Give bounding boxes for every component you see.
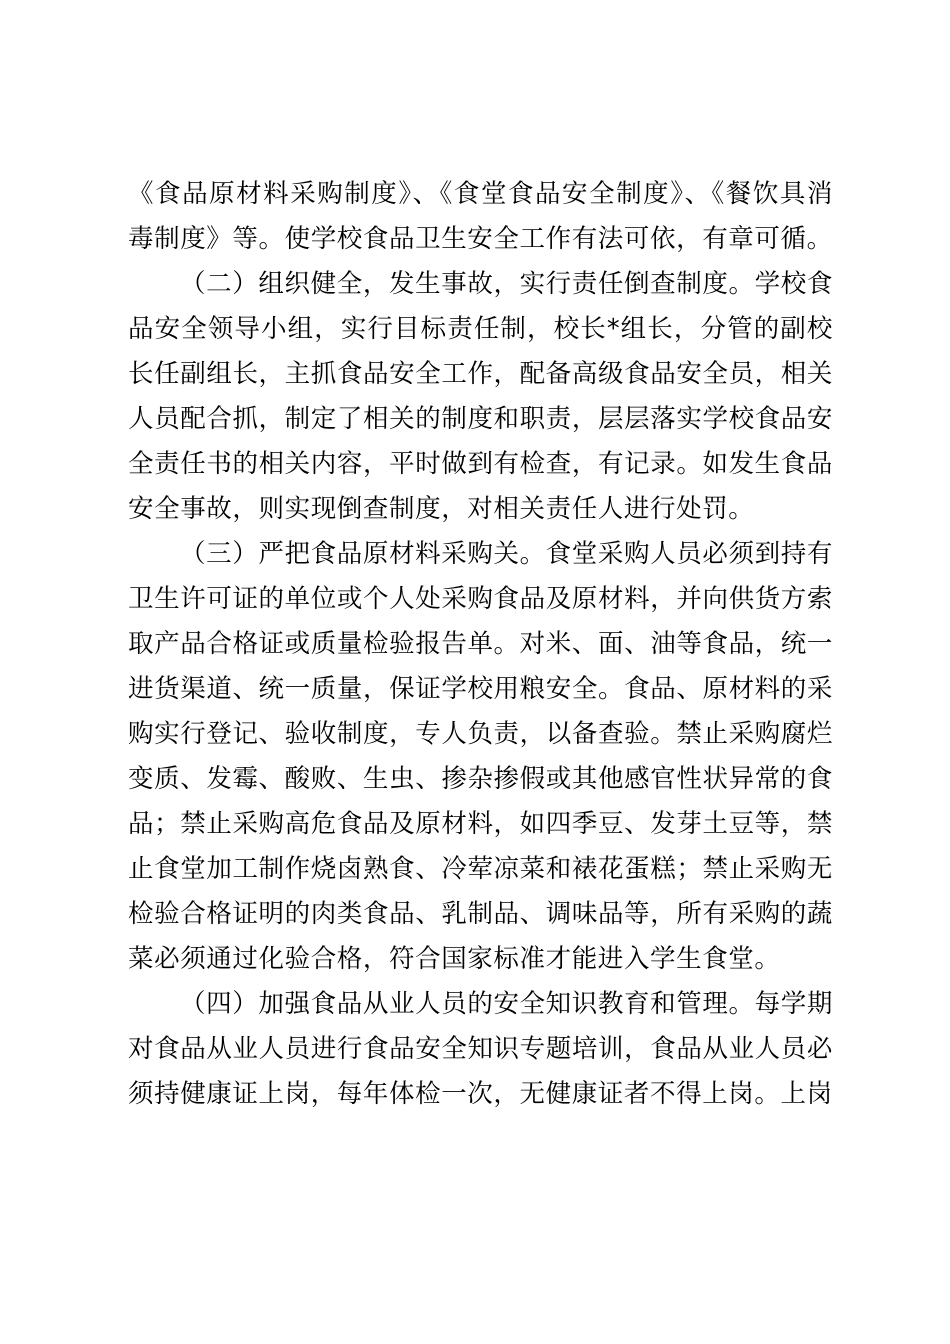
document-body — [128, 172, 833, 1117]
paragraph-section-2: （二）组织健全，发生事故，实行责任倒查制度。学校食品安全领导小组，实行目标责任制，校长*组长，分管的副校长任副组长，主抓食品安全工作，配备高级食品安全员，相关人员配合抓，制定了相关的制度和职责，层层落实学校食品安全责任书的相关内容，平时做到有检查，有记录。如发生食品安全事故，则实现倒查制度，对相关责任人进行处罚。 — [128, 269, 833, 524]
paragraph-section-4: （四）加强食品从业人员的安全知识教育和管理。每学期对食品从业人员进行食品安全知识专题培训，食品从业人员必须持健康证上岗，每年体检一次，无健康证者不得上岗。上岗 — [128, 989, 833, 1109]
paragraph-continuation: 《食品原材料采购制度》、《食堂食品安全制度》、《餐饮具消毒制度》等。使学校食品卫生安全工作有法可依，有章可循。 — [128, 179, 833, 254]
paragraph-section-3: （三）严把食品原材料采购关。食堂采购人员必须到持有卫生许可证的单位或个人处采购食品及原材料，并向供货方索取产品合格证或质量检验报告单。对米、面、油等食品，统一进货渠道、统一质量，保证学校用粮安全。食品、原材料的采购实行登记、验收制度，专人负责，以备查验。禁止采购腐烂变质、发霉、酸败、生虫、掺杂掺假或其他感官性状异常的食品；禁止采购高危食品及原材料，如四季豆、发芽土豆等，禁止食堂加工制作烧卤熟食、冷荤凉菜和裱花蛋糕；禁止采购无检验合格证明的肉类食品、乳制品、调味品等，所有采购的蔬菜必须通过化验合格，符合国家标准才能进入学生食堂。 — [128, 539, 833, 974]
